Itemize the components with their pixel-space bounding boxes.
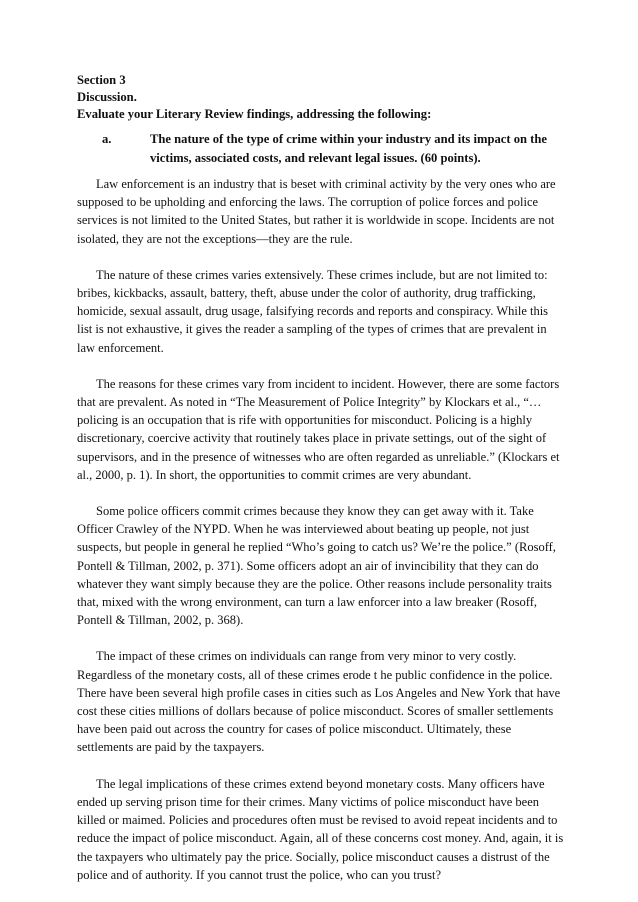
instruction-heading: Evaluate your Literary Review findings, addressing the following: <box>77 107 432 121</box>
paragraph: Some police officers commit crimes because they know they can get away with it. Take Officer Crawley of the NYPD. When he was interviewed about beating up people, not just suspects, but people in general he replied “Who’s going to catch us? We’re the police.” (Rosoff, Pontell & Tillman, 2002, p. 371). Some officers adopt an air of invincibility that they can do whatever they want simply because they are the police. Other reasons include personality traits that, mixed with the wrong environment, can turn a law enforcer into a law breaker (Rosoff, Pontell & Tillman, 2002, p. 368). <box>77 504 556 628</box>
paragraph: The legal implications of these crimes extend beyond monetary costs. Many officers have ended up serving prison time for their crimes. Many victims of police misconduct have been killed or maimed. Policies and procedures often must be revised to avoid repeat incidents and to reduce the impact of police misconduct. Again, all of these concerns cost money. And, again, it is the taxpayers who ultimately pay the price. Socially, police misconduct causes a distrust of the police and of authority. If you cannot trust the police, who can you trust? <box>77 776 564 882</box>
list-marker: a. <box>102 132 112 146</box>
section-title: Section 3 <box>77 73 126 87</box>
paragraph: The impact of these crimes on individuals can range from very minor to very costly. Regardless of the monetary costs, all of these crimes erode t he public confidence in the police. There have been several high profile cases in cities such as Los Angeles and New York that have cost these cities millions of dollars because of police misconduct. Scores of smaller settlements have been paid out across the country for cases of police misconduct. Ultimately, these settlements are paid by the taxpayers. <box>77 649 561 755</box>
list-item-text: The nature of the type of crime within your industry and its impact on the victims, associated costs, and relevant legal issues. (60 points). <box>150 132 547 165</box>
discussion-body <box>77 175 566 902</box>
paragraph: Law enforcement is an industry that is beset with criminal activity by the very ones who are supposed to be upholding and enforcing the laws. The corruption of police forces and police services is not limited to the United States, but rather it is worldwide in scope. Incidents are not isolated, they are not the exceptions—they are the rule. <box>77 177 556 246</box>
paragraph: The reasons for these crimes vary from incident to incident. However, there are some factors that are prevalent. As noted in “The Measurement of Police Integrity” by Klockars et al., “…policing is an occupation that is rife with opportunities for misconduct. Policing is a highly discretionary, coercive activity that routinely takes place in private settings, out of the sight of supervisors, and in the presence of witnesses who are often regarded as unreliable.” (Klockars et al., 2000, p. 1). In short, the opportunities to commit crimes are very abundant. <box>77 376 560 482</box>
paragraph: The nature of these crimes varies extensively. These crimes include, but are not limited to: bribes, kickbacks, assault, battery, theft, abuse under the color of authority, drug trafficking, homicide, sexual assault, drug usage, falsifying records and reports and conspiracy. While this list is not exhaustive, it gives the reader a sampling of the types of crimes that are prevalent in law enforcement. <box>77 267 549 355</box>
section-header <box>77 72 577 123</box>
discussion-heading: Discussion. <box>77 90 137 104</box>
